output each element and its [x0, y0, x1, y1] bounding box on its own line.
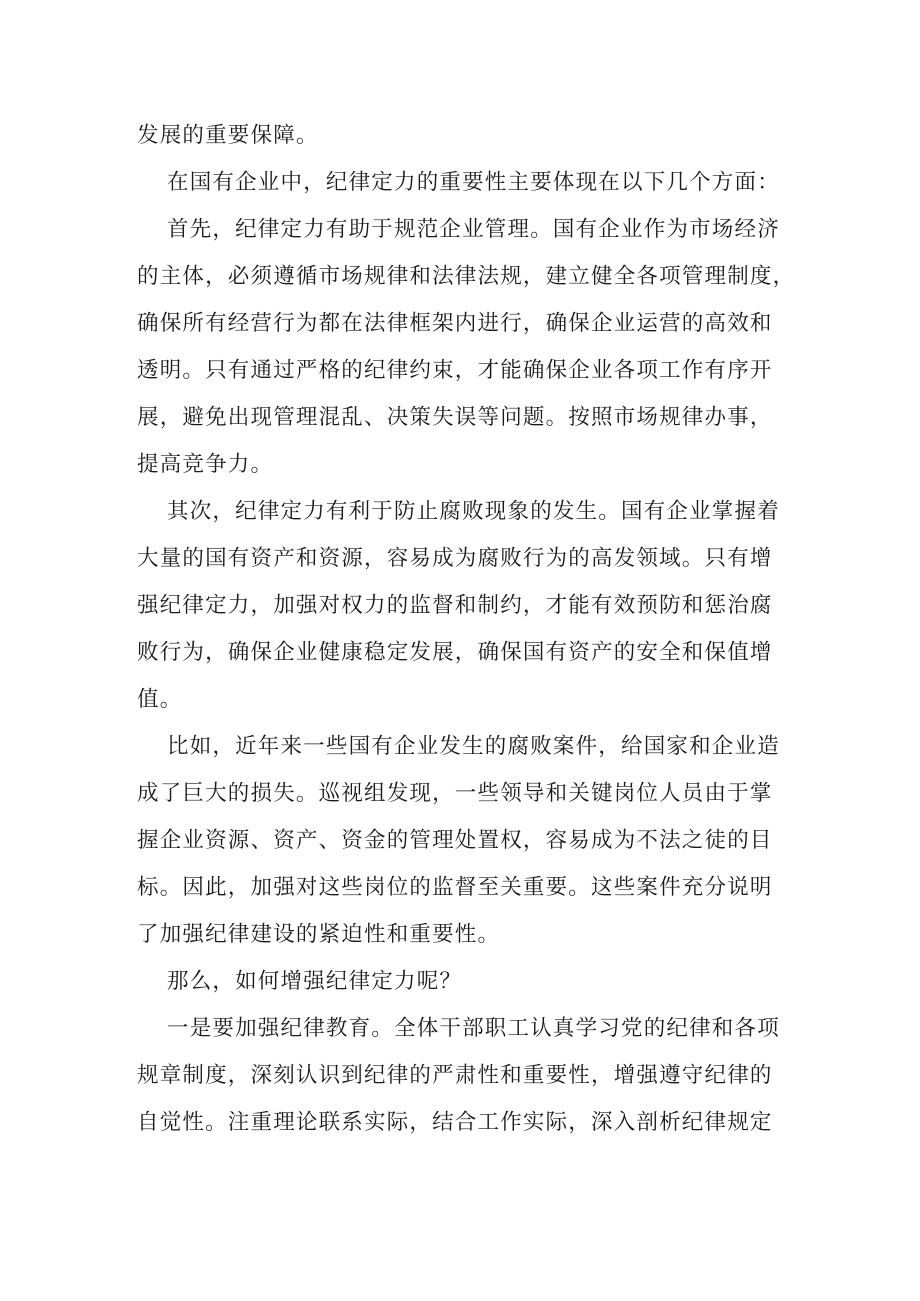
text-line: 值。 — [137, 687, 183, 712]
text-line: 首先，纪律定力有助于规范企业管理。国有企业作为市场经济 — [167, 217, 780, 242]
document-body — [137, 112, 797, 1146]
text-line: 了加强纪律建设的紧迫性和重要性。 — [137, 922, 501, 947]
text-line: 那么，如何增强纪律定力呢？ — [167, 969, 463, 994]
text-line: 确保所有经营行为都在法律框架内进行，确保企业运营的高效和 — [137, 311, 773, 336]
text-line: 其次，纪律定力有利于防止腐败现象的发生。国有企业掌握着 — [167, 499, 780, 524]
text-line: 在国有企业中，纪律定力的重要性主要体现在以下几个方面： — [167, 170, 780, 195]
text-line: 成了巨大的损失。巡视组发现，一些领导和关键岗位人员由于掌 — [137, 781, 773, 806]
text-line: 败行为，确保企业健康稳定发展，确保国有资产的安全和保值增 — [137, 640, 773, 665]
text-line: 的主体，必须遵循市场规律和法律法规，建立健全各项管理制度， — [137, 264, 796, 289]
text-line: 一是要加强纪律教育。全体干部职工认真学习党的纪律和各项 — [167, 1016, 780, 1041]
text-line: 发展的重要保障。 — [137, 123, 319, 148]
text-line: 展，避免出现管理混乱、决策失误等问题。按照市场规律办事， — [137, 405, 773, 430]
text-line: 提高竞争力。 — [137, 452, 274, 477]
text-line: 标。因此，加强对这些岗位的监督至关重要。这些案件充分说明 — [137, 875, 773, 900]
text-line: 大量的国有资产和资源，容易成为腐败行为的高发领域。只有增 — [137, 546, 773, 571]
text-line: 比如，近年来一些国有企业发生的腐败案件，给国家和企业造 — [167, 734, 780, 759]
text-line: 透明。只有通过严格的纪律约束，才能确保企业各项工作有序开 — [137, 358, 773, 383]
text-line: 强纪律定力，加强对权力的监督和制约，才能有效预防和惩治腐 — [137, 593, 773, 618]
text-line: 规章制度，深刻认识到纪律的严肃性和重要性，增强遵守纪律的 — [137, 1063, 773, 1088]
text-line: 握企业资源、资产、资金的管理处置权，容易成为不法之徒的目 — [137, 828, 773, 853]
text-line: 自觉性。注重理论联系实际，结合工作实际，深入剖析纪律规定 — [137, 1110, 773, 1135]
